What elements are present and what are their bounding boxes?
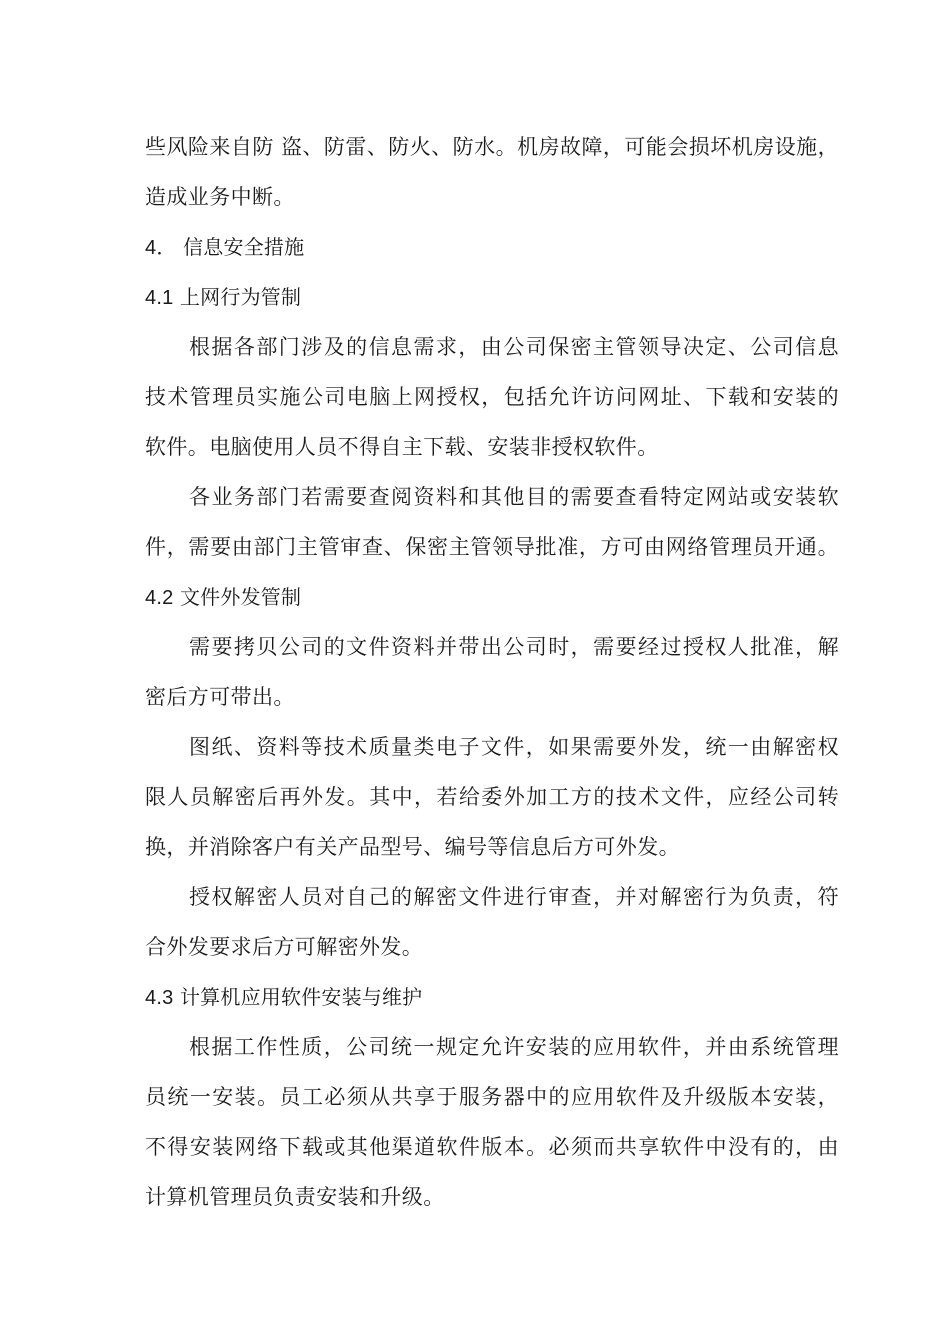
text-line: 需要拷贝公司的文件资料并带出公司时，需要经过授权人批准，解 <box>189 635 839 659</box>
text-line: 各业务部门若需要查阅资料和其他目的需要查看特定网站或安装软 <box>189 485 839 509</box>
text-line: 不得安装网络下载或其他渠道软件版本。必须而共享软件中没有的，由 <box>145 1135 839 1159</box>
text-line: 造成业务中断。 <box>145 185 295 209</box>
section-heading-4 <box>145 222 839 272</box>
paragraph-file-copy <box>145 622 839 722</box>
section-heading-4-2 <box>145 572 839 622</box>
section-heading-4-3 <box>145 972 839 1022</box>
text-line: 技术管理员实施公司电脑上网授权，包括允许访问网址、下载和安装的 <box>145 385 839 409</box>
text-line: 根据各部门涉及的信息需求，由公司保密主管领导决定、公司信息 <box>189 335 839 359</box>
paragraph-risk-continued <box>145 122 839 222</box>
paragraph-software-install <box>145 1022 839 1222</box>
section-title: 信息安全措施 <box>183 235 305 259</box>
section-heading-4-1 <box>145 272 839 322</box>
text-line: 软件。电脑使用人员不得自主下载、安装非授权软件。 <box>145 435 659 459</box>
text-line: 合外发要求后方可解密外发。 <box>145 935 424 959</box>
section-number: 4.3 <box>145 987 174 1009</box>
text-line: 计算机管理员负责安装和升级。 <box>145 1185 445 1209</box>
paragraph-internet-authorization <box>145 322 839 472</box>
section-title: 上网行为管制 <box>179 285 302 309</box>
text-line: 根据工作性质，公司统一规定允许安装的应用软件，并由系统管理 <box>189 1035 839 1059</box>
section-number: 4． <box>145 237 177 259</box>
text-line: 员统一安装。员工必须从共享于服务器中的应用软件及升级版本安装， <box>145 1085 839 1109</box>
text-line: 图纸、资料等技术质量类电子文件，如果需要外发，统一由解密权 <box>189 735 839 759</box>
section-number: 4.1 <box>145 287 174 309</box>
text-line: 密后方可带出。 <box>145 685 295 709</box>
text-line: 件，需要由部门主管审查、保密主管领导批准，方可由网络管理员开通。 <box>145 535 839 559</box>
text-line: 限人员解密后再外发。其中，若给委外加工方的技术文件，应经公司转 <box>145 785 839 809</box>
paragraph-drawings-export <box>145 722 839 872</box>
text-line: 些风险来自防 盗、防雷、防火、防水。机房故障，可能会损坏机房设施， <box>145 135 839 159</box>
text-line: 授权解密人员对自己的解密文件进行审查，并对解密行为负责，符 <box>189 885 839 909</box>
document-page <box>145 122 839 1222</box>
paragraph-special-access <box>145 472 839 572</box>
paragraph-decryption-review <box>145 872 839 972</box>
section-title: 文件外发管制 <box>179 585 302 609</box>
section-number: 4.2 <box>145 587 174 609</box>
section-title: 计算机应用软件安装与维护 <box>179 985 423 1009</box>
text-line: 换，并消除客户有关产品型号、编号等信息后方可外发。 <box>145 835 680 859</box>
